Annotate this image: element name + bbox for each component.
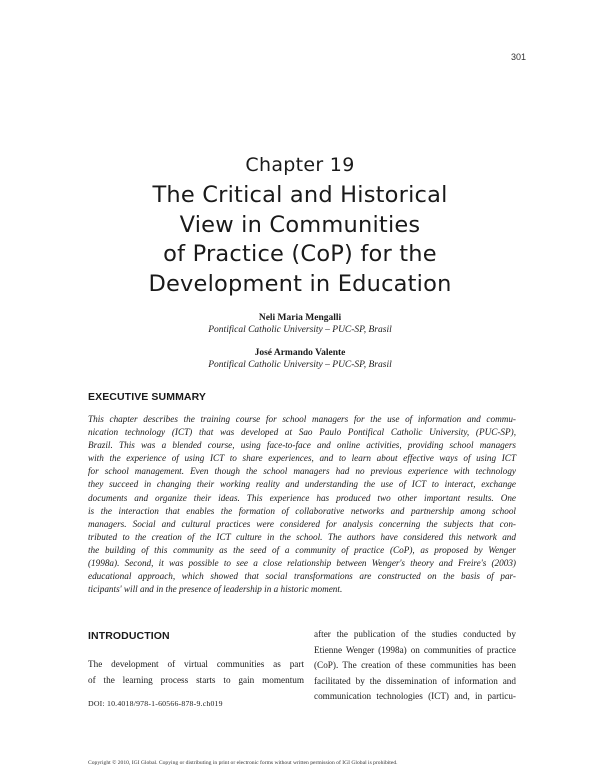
body-line: Etienne Wenger (1998a) on communities of practice	[314, 644, 516, 655]
summary-line: (1998a). Second, it was possible to see a close relationship between Wenger's theory and Freire's (2003)	[88, 558, 516, 569]
summary-line: This chapter describes the training course for school managers for the use of information and commu-	[88, 414, 516, 424]
author-affiliation: Pontifical Catholic University – PUC-SP, Brasil	[208, 325, 392, 335]
body-line: communication technologies (ICT) and, in particu-	[314, 691, 516, 701]
author-name: Neli Maria Mengalli	[258, 313, 342, 323]
summary-line: educational approach, which showed that social transformations are constructed on the basis of par-	[88, 571, 516, 582]
chapter-label: Chapter 19	[245, 154, 355, 176]
summary-line: tributed to the creation of the ICT culture in the school. The authors have considered this network and	[88, 531, 516, 542]
executive-summary-heading: EXECUTIVE SUMMARY	[88, 391, 206, 403]
chapter-title-line: of Practice (CoP) for the	[163, 241, 437, 267]
body-line: facilitated by the dissemination of information and	[314, 675, 516, 686]
executive-summary-text	[88, 413, 516, 596]
summary-line: the building of this community as the seed of a community of practice (CoP), as proposed by Wenger	[88, 544, 516, 555]
body-line: (CoP). The creation of these communities has been	[314, 660, 516, 670]
chapter-title-line: Development in Education	[148, 270, 452, 297]
body-line: of the learning process starts to gain momentum	[88, 674, 304, 685]
introduction-heading: INTRODUCTION	[88, 630, 170, 642]
chapter-title-line: View in Communities	[179, 211, 421, 238]
summary-line: Brazil. This was a blended course, using face-to-face and online activities, providing school managers	[88, 440, 516, 451]
copyright-notice: Copyright © 2010, IGI Global. Copying or distributing in print or electronic forms without written permission of IGI Global is prohibited.	[88, 760, 398, 766]
summary-line: for school management. Even though the school managers had no previous experience with technology	[88, 466, 516, 477]
summary-line: with the experience of using ICT to share experiences, and to learn about effective ways of using ICT	[88, 453, 516, 464]
author-affiliation: Pontifical Catholic University – PUC-SP, Brasil	[208, 360, 392, 370]
author-name: José Armando Valente	[254, 348, 346, 358]
summary-line: they succeed in changing their working reality and understanding the use of ICT to interact, exchange	[88, 479, 516, 490]
doi: DOI: 10.4018/978-1-60566-878-9.ch019	[88, 699, 223, 708]
summary-line: nication technology (ICT) that was developed at Sao Paulo Pontifical Catholic University, (PUC-SP),	[88, 427, 516, 438]
introduction-right-column	[314, 627, 516, 705]
summary-line: documents and organize their ideas. This experience has produced two other important results. One	[88, 492, 516, 503]
summary-line: managers. Social and cultural practices were considered for analysis concerning the subjects that con-	[88, 518, 516, 529]
summary-line: is the interaction that enables the formation of collaborative networks and partnership among school	[88, 505, 516, 516]
body-line: after the publication of the studies conducted by	[314, 629, 516, 639]
body-line: The development of virtual communities as part	[88, 659, 304, 669]
introduction-left-column	[88, 657, 304, 688]
summary-line: ticipants' will and in the presence of leadership in a historic moment.	[88, 584, 343, 595]
page-number: 301	[510, 52, 526, 62]
chapter-title-line: The Critical and Historical	[152, 182, 448, 208]
chapter-title	[60, 181, 540, 299]
